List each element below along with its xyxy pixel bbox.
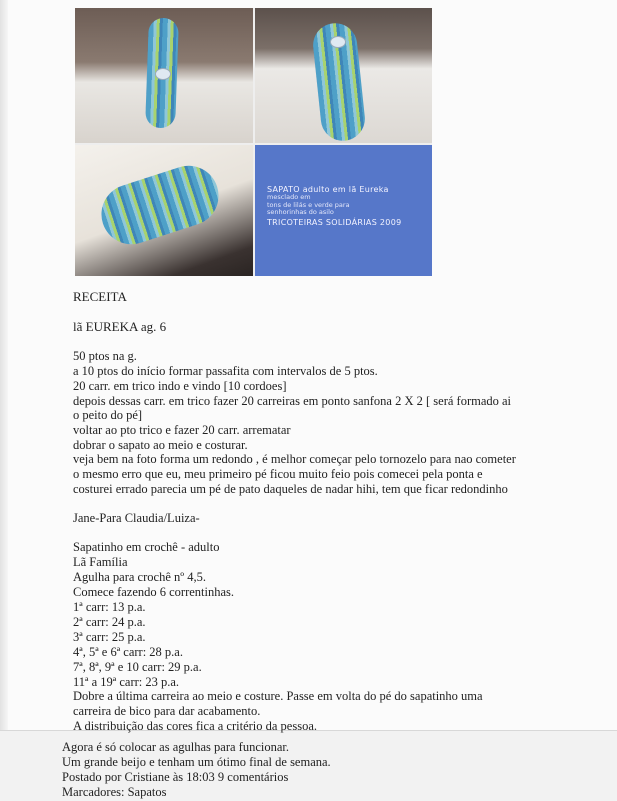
photo-slipper-flat <box>255 8 432 143</box>
recipe-heading: RECEITA <box>73 289 127 304</box>
crochet-row: 1ª carr: 13 p.a. <box>73 600 146 614</box>
crochet-row: 7ª, 8ª, 9ª e 10 carr: 29 p.a. <box>73 660 202 674</box>
crochet-row: 11ª a 19ª carr: 23 p.a. <box>73 675 180 689</box>
recipe-line: o peito do pé] <box>73 408 143 422</box>
recipe-line: costurei errado parecia um pé de pato daqueles de nadar hihi, tem que ficar redondinho <box>73 482 508 496</box>
recipe-line: voltar ao pto trico e fazer 20 carr. arrematar <box>73 423 291 437</box>
crochet-start: Comece fazendo 6 correntinhas. <box>73 585 235 599</box>
photo-caption-panel <box>255 145 432 276</box>
recipe-line: dobrar o sapato ao meio e costurar. <box>73 438 248 452</box>
crochet-finish-line: Dobre a última carreira ao meio e costure. Passe em volta do pé do sapatinho uma <box>73 689 483 703</box>
crochet-row: 4ª, 5ª e 6ª carr: 28 p.a. <box>73 645 183 659</box>
caption-line: tons de lilás e verde para <box>267 200 350 209</box>
recipe-line: o mesmo erro que eu, meu primeiro pé ficou muito feio pois comecei pela ponta e <box>73 467 483 481</box>
crochet-needle: Agulha para crochê nº 4,5. <box>73 570 206 584</box>
recipe-yarn: lã EUREKA ag. 6 <box>73 319 167 334</box>
crochet-finish-line: carreira de bico para dar acabamento. <box>73 704 261 718</box>
ribbon-bow <box>330 36 346 48</box>
footer-line: Agora é só colocar as agulhas para funcionar. <box>62 740 289 754</box>
recipe-line: 50 ptos na g. <box>73 349 137 363</box>
crochet-finish-line: A distribuição das cores fica a critério da pessoa. <box>73 719 318 733</box>
caption-group-name: TRICOTEIRAS SOLIDÁRIAS 2009 <box>267 217 402 227</box>
recipe-line: a 10 ptos do início formar passafita com intervalos de 5 ptos. <box>73 364 378 378</box>
photo-slipper-side <box>75 145 253 276</box>
recipe-line: depois dessas carr. em trico fazer 20 carreiras em ponto sanfona 2 X 2 [ será formado ai <box>73 394 512 408</box>
crochet-yarn: Lã Família <box>73 555 128 569</box>
knitted-slipper-shape <box>94 158 227 252</box>
scan-edge-shadow <box>0 0 8 735</box>
caption-title: SAPATO adulto em lã Eureka <box>267 185 389 194</box>
caption-line: mesclado em <box>267 193 311 202</box>
photo-slipper-on-foot <box>75 8 253 143</box>
recipe-line: veja bem na foto forma um redondo , é melhor começar pelo tornozelo para nao cometer <box>73 452 516 466</box>
footer-line: Um grande beijo e tenham um ótimo final de semana. <box>62 755 331 769</box>
caption-line: senhorinhas do asilo <box>267 208 334 217</box>
recipe-line: 20 carr. em trico indo e vindo [10 cordoes] <box>73 379 287 393</box>
recipe-signature: Jane-Para Claudia/Luiza- <box>73 511 200 525</box>
post-meta: Postado por Cristiane às 18:03 9 comentários <box>62 770 289 784</box>
crochet-row: 3ª carr: 25 p.a. <box>73 630 146 644</box>
crochet-title: Sapatinho em crochê - adulto <box>73 540 220 554</box>
post-labels: Marcadores: Sapatos <box>62 785 167 799</box>
ribbon-bow <box>155 68 171 80</box>
crochet-row: 2ª carr: 24 p.a. <box>73 615 146 629</box>
caption-text <box>267 185 401 227</box>
photo-collage <box>75 8 432 276</box>
